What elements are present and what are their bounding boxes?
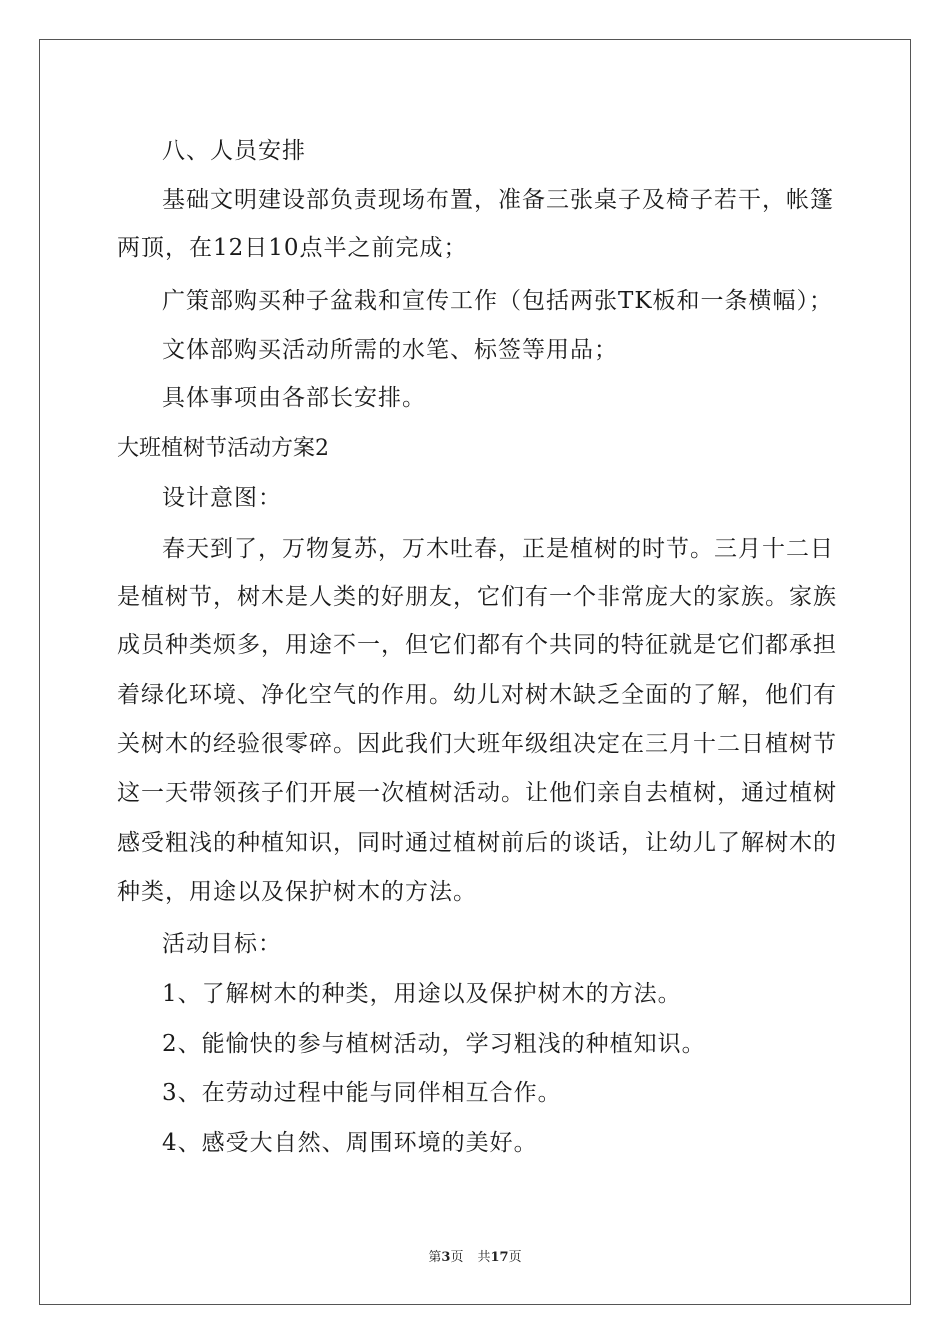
- paragraph-line: 种类，用途以及保护树木的方法。: [117, 879, 477, 905]
- page-number-prefix: 第: [428, 1250, 442, 1265]
- paragraph-line: 感受粗浅的种植知识，同时通过植树前后的谈话，让幼儿了解树木的: [117, 830, 837, 856]
- goal-item: 3、在劳动过程中能与同伴相互合作。: [162, 1080, 562, 1106]
- goal-item: 4、感受大自然、周围环境的美好。: [162, 1130, 538, 1156]
- paragraph-line: 这一天带领孩子们开展一次植树活动。让他们亲自去植树，通过植树: [117, 780, 837, 806]
- paragraph-line: 具体事项由各部长安排。: [162, 385, 426, 411]
- paragraph-line: 成员种类烦多，用途不一，但它们都有个共同的特征就是它们都承担: [117, 632, 837, 658]
- design-intent-label: 设计意图：: [162, 485, 282, 511]
- plan-heading: 大班植树节活动方案2: [117, 436, 329, 461]
- paragraph-line: 基础文明建设部负责现场布置，准备三张桌子及椅子若干，帐篷: [162, 187, 834, 213]
- paragraph-line: 两顶，在12日10点半之前完成；: [117, 235, 468, 261]
- section-title-staff: 八、人员安排: [162, 138, 306, 164]
- page-footer: [0, 1250, 950, 1266]
- paragraph-line: 春天到了，万物复苏，万木吐春，正是植树的时节。三月十二日: [162, 536, 834, 562]
- paragraph-line: 关树木的经验很零碎。因此我们大班年级组决定在三月十二日植树节: [117, 731, 837, 757]
- page-total-suffix: 页: [508, 1250, 522, 1265]
- paragraph-line: 文体部购买活动所需的水笔、标签等用品；: [162, 337, 618, 363]
- paragraph-line: 广策部购买种子盆栽和宣传工作（包括两张TK板和一条横幅）；: [162, 288, 834, 314]
- page-total-prefix: 共: [477, 1250, 491, 1265]
- paragraph-line: 着绿化环境、净化空气的作用。幼儿对树木缺乏全面的了解，他们有: [117, 682, 837, 708]
- paragraph-line: 是植树节，树木是人类的好朋友，它们有一个非常庞大的家族。家族: [117, 584, 837, 610]
- page-total-count: 17: [490, 1250, 509, 1265]
- page-number-current: 3: [441, 1250, 451, 1265]
- page-border: [39, 39, 911, 1305]
- goal-item: 1、了解树木的种类，用途以及保护树木的方法。: [162, 981, 682, 1007]
- page-number-suffix: 页: [450, 1250, 464, 1265]
- goals-label: 活动目标：: [162, 931, 282, 957]
- goal-item: 2、能愉快的参与植树活动，学习粗浅的种植知识。: [162, 1031, 706, 1057]
